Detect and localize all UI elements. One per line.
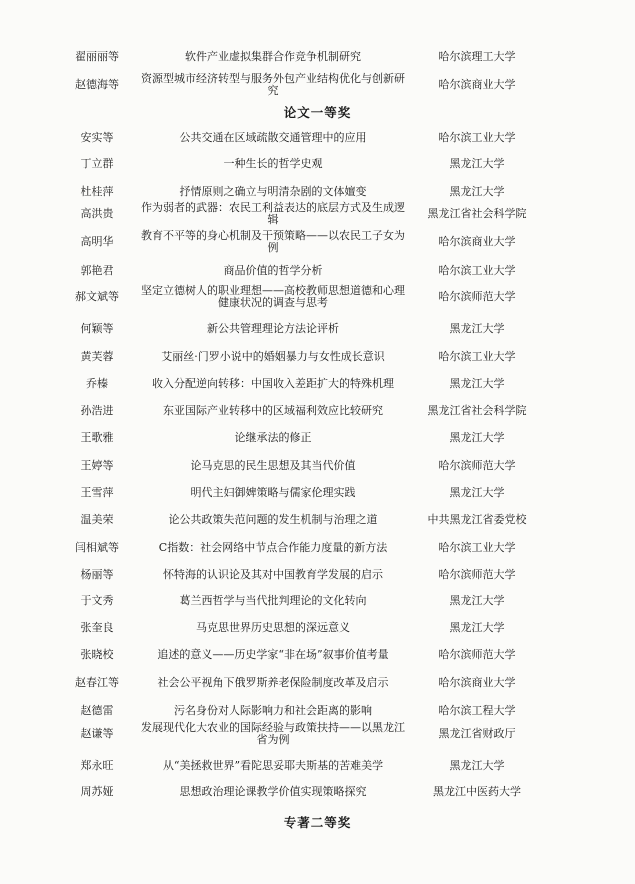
award-row bbox=[0, 284, 635, 310]
organization: 哈尔滨工程大学 bbox=[438, 704, 516, 717]
organization: 哈尔滨理工大学 bbox=[438, 50, 516, 63]
author-name: 高明华 bbox=[80, 235, 114, 248]
organization: 黑龙江大学 bbox=[449, 157, 505, 170]
award-row bbox=[0, 759, 635, 773]
author-name: 张奎良 bbox=[80, 621, 114, 634]
award-row bbox=[0, 459, 635, 473]
organization: 黑龙江省社会科学院 bbox=[427, 207, 527, 220]
award-row bbox=[0, 201, 635, 227]
author-name: 王歌雅 bbox=[80, 431, 114, 444]
author-name: 王婷等 bbox=[80, 459, 114, 472]
organization: 哈尔滨师范大学 bbox=[438, 648, 516, 661]
organization: 黑龙江大学 bbox=[449, 621, 505, 634]
organization: 黑龙江大学 bbox=[449, 185, 505, 198]
author-name: 安实等 bbox=[80, 131, 114, 144]
author-name: 黄芙蓉 bbox=[80, 350, 114, 363]
organization: 黑龙江省财政厅 bbox=[438, 727, 516, 740]
award-row bbox=[0, 594, 635, 608]
author-name: 翟丽丽等 bbox=[75, 50, 119, 63]
work-title: 论公共政策失范问题的发生机制与治理之道 bbox=[168, 513, 378, 526]
organization: 哈尔滨商业大学 bbox=[438, 78, 516, 91]
work-title: 新公共管理理论方法论评析 bbox=[207, 322, 339, 335]
organization: 哈尔滨商业大学 bbox=[438, 676, 516, 689]
author-name: 郝文斌等 bbox=[75, 290, 119, 303]
award-row bbox=[0, 721, 635, 747]
award-row bbox=[0, 785, 635, 799]
award-row bbox=[0, 648, 635, 662]
work-title: 论马克思的民生思想及其当代价值 bbox=[190, 459, 356, 472]
organization: 黑龙江大学 bbox=[449, 486, 505, 499]
work-title: 资源型城市经济转型与服务外包产业结构优化与创新研究 bbox=[141, 72, 405, 97]
author-name: 闫相斌等 bbox=[75, 541, 119, 554]
award-row bbox=[0, 50, 635, 64]
organization: 黑龙江大学 bbox=[449, 377, 505, 390]
work-title: 论继承法的修正 bbox=[234, 431, 312, 444]
work-title: 坚定立德树人的职业理想——高校教师思想道德和心理健康状况的调查与思考 bbox=[141, 284, 405, 309]
work-title: 作为弱者的武器：农民工利益表达的底层方式及生成逻辑 bbox=[141, 201, 405, 226]
organization: 中共黑龙江省委党校 bbox=[427, 513, 527, 526]
award-row bbox=[0, 676, 635, 690]
author-name: 杨丽等 bbox=[80, 568, 114, 581]
author-name: 郑永旺 bbox=[80, 759, 114, 772]
organization: 哈尔滨师范大学 bbox=[438, 290, 516, 303]
organization: 哈尔滨师范大学 bbox=[438, 568, 516, 581]
author-name: 周苏娅 bbox=[80, 785, 114, 798]
work-title: 商品价值的哲学分析 bbox=[223, 264, 323, 277]
award-row bbox=[0, 404, 635, 418]
work-title: 发展现代化大农业的国际经验与政策扶持——以黑龙江省为例 bbox=[141, 721, 405, 746]
work-title: 马克思世界历史思想的深远意义 bbox=[196, 621, 350, 634]
work-title: 抒情原则之确立与明清杂剧的文体嬗变 bbox=[179, 185, 367, 198]
author-name: 赵谦等 bbox=[80, 727, 114, 740]
award-row bbox=[0, 486, 635, 500]
work-title: 社会公平视角下俄罗斯养老保险制度改革及启示 bbox=[157, 676, 389, 689]
award-row bbox=[0, 72, 635, 98]
award-row bbox=[0, 157, 635, 171]
work-title: 怀特海的认识论及其对中国教育学发展的启示 bbox=[163, 568, 383, 581]
award-row bbox=[0, 229, 635, 255]
organization: 哈尔滨商业大学 bbox=[438, 235, 516, 248]
award-row bbox=[0, 185, 635, 199]
author-name: 乔榛 bbox=[86, 377, 108, 390]
author-name: 赵德雷 bbox=[80, 704, 114, 717]
organization: 哈尔滨工业大学 bbox=[438, 350, 516, 363]
author-name: 丁立群 bbox=[80, 157, 114, 170]
organization: 哈尔滨工业大学 bbox=[438, 541, 516, 554]
work-title: 艾丽丝·门罗小说中的婚姻暴力与女性成长意识 bbox=[161, 350, 385, 363]
work-title: 从“美拯救世界”看陀思妥耶夫斯基的苦难美学 bbox=[162, 759, 384, 772]
organization: 黑龙江省社会科学院 bbox=[427, 404, 527, 417]
award-row bbox=[0, 264, 635, 278]
award-row bbox=[0, 377, 635, 391]
award-row bbox=[0, 541, 635, 555]
award-row bbox=[0, 621, 635, 635]
work-title: 污名身份对人际影响力和社会距离的影响 bbox=[174, 704, 372, 717]
author-name: 高洪贵 bbox=[80, 207, 114, 220]
award-row bbox=[0, 568, 635, 582]
section-heading-monograph-second-prize: 专著二等奖 bbox=[283, 815, 352, 830]
organization: 哈尔滨师范大学 bbox=[438, 459, 516, 472]
award-row bbox=[0, 131, 635, 145]
work-title: 东亚国际产业转移中的区域福利效应比较研究 bbox=[163, 404, 383, 417]
organization: 黑龙江大学 bbox=[449, 322, 505, 335]
author-name: 郭艳君 bbox=[80, 264, 114, 277]
author-name: 于文秀 bbox=[80, 594, 114, 607]
work-title: 一种生长的哲学史观 bbox=[223, 157, 323, 170]
organization: 黑龙江大学 bbox=[449, 759, 505, 772]
award-row bbox=[0, 704, 635, 718]
section-heading-paper-first-prize: 论文一等奖 bbox=[283, 105, 352, 120]
author-name: 杜桂萍 bbox=[80, 185, 114, 198]
work-title: 葛兰西哲学与当代批判理论的文化转向 bbox=[179, 594, 367, 607]
author-name: 赵春江等 bbox=[75, 676, 119, 689]
author-name: 何颖等 bbox=[80, 322, 114, 335]
work-title: 收入分配逆向转移：中国收入差距扩大的特殊机理 bbox=[152, 377, 394, 390]
award-row bbox=[0, 350, 635, 364]
author-name: 张晓校 bbox=[80, 648, 114, 661]
author-name: 孙浩进 bbox=[80, 404, 114, 417]
work-title: 公共交通在区域疏散交通管理中的应用 bbox=[179, 131, 367, 144]
author-name: 王雪萍 bbox=[80, 486, 114, 499]
author-name: 温美荣 bbox=[80, 513, 114, 526]
organization: 黑龙江大学 bbox=[449, 594, 505, 607]
organization: 哈尔滨工业大学 bbox=[438, 264, 516, 277]
award-row bbox=[0, 322, 635, 336]
author-name: 赵德海等 bbox=[75, 78, 119, 91]
organization: 黑龙江中医药大学 bbox=[433, 785, 521, 798]
work-title: 教育不平等的身心机制及干预策略——以农民工子女为例 bbox=[141, 229, 405, 254]
award-row bbox=[0, 513, 635, 527]
work-title: C指数：社会网络中节点合作能力度量的新方法 bbox=[158, 541, 388, 554]
work-title: 思想政治理论课教学价值实现策略探究 bbox=[179, 785, 367, 798]
work-title: 追述的意义——历史学家“非在场”叙事价值考量 bbox=[157, 648, 389, 661]
work-title: 软件产业虚拟集群合作竞争机制研究 bbox=[185, 50, 361, 63]
organization: 哈尔滨工业大学 bbox=[438, 131, 516, 144]
award-row bbox=[0, 431, 635, 445]
work-title: 明代主妇御婢策略与儒家伦理实践 bbox=[190, 486, 356, 499]
organization: 黑龙江大学 bbox=[449, 431, 505, 444]
